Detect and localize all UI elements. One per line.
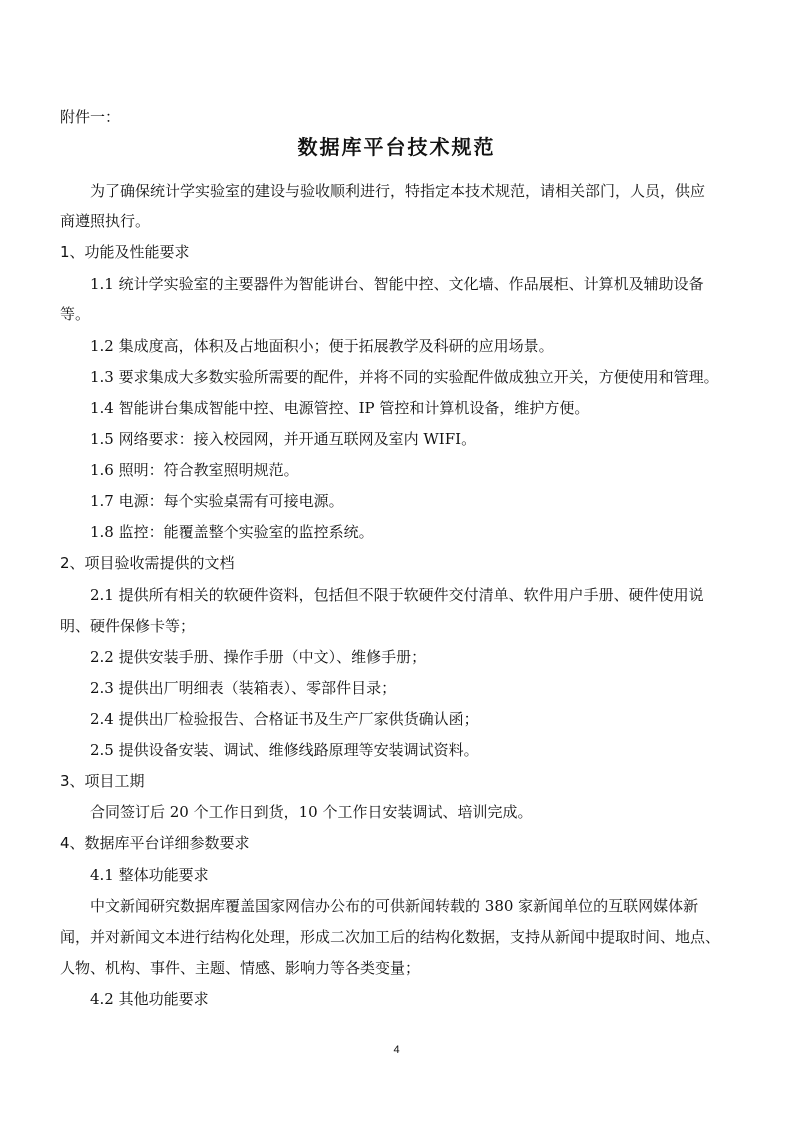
item-2-2: 2.2 提供安装手册、操作手册（中文）、维修手册； — [90, 648, 427, 666]
section-3-heading: 3、项目工期 — [60, 772, 145, 790]
item-2-3: 2.3 提供出厂明细表（装箱表）、零部件目录； — [90, 679, 397, 697]
attachment-label: 附件一： — [60, 108, 121, 126]
intro-line-2: 商遵照执行。 — [60, 212, 151, 230]
item-4-2: 4.2 其他功能要求 — [90, 990, 209, 1008]
item-4-1: 4.1 整体功能要求 — [90, 866, 209, 884]
section-4-para-line-3: 人物、机构、事件、主题、情感、影响力等各类变量； — [60, 959, 421, 977]
item-2-4: 2.4 提供出厂检验报告、合格证书及生产厂家供货确认函； — [90, 710, 479, 728]
item-1-3: 1.3 要求集成大多数实验所需要的配件，并将不同的实验配件做成独立开关，方便使用和管理。 — [90, 368, 719, 386]
section-1-heading: 1、功能及性能要求 — [60, 243, 190, 261]
item-1-1-line-1: 1.1 统计学实验室的主要器件为智能讲台、智能中控、文化墙、作品展柜、计算机及辅助设备 — [90, 275, 704, 293]
section-4-para-line-2: 闻，并对新闻文本进行结构化处理，形成二次加工后的结构化数据，支持从新闻中提取时间、地点、 — [60, 928, 721, 946]
section-3-body: 合同签订后 20 个工作日到货，10 个工作日安装调试、培训完成。 — [90, 803, 533, 821]
item-1-5: 1.5 网络要求：接入校园网，并开通互联网及室内 WIFI。 — [90, 430, 477, 448]
item-1-4: 1.4 智能讲台集成智能中控、电源管控、IP 管控和计算机设备，维护方便。 — [90, 399, 590, 417]
intro-line-1: 为了确保统计学实验室的建设与验收顺利进行，特指定本技术规范，请相关部门，人员，供应 — [90, 182, 706, 200]
item-1-8: 1.8 监控：能覆盖整个实验室的监控系统。 — [90, 523, 374, 541]
item-2-1-line-2: 明、硬件保修卡等； — [60, 617, 196, 635]
section-4-heading: 4、数据库平台详细参数要求 — [60, 834, 250, 852]
item-1-7: 1.7 电源：每个实验桌需有可接电源。 — [90, 492, 344, 510]
page-title: 数据库平台技术规范 — [297, 135, 496, 159]
page-number: 4 — [393, 1044, 400, 1056]
item-2-5: 2.5 提供设备安装、调试、维修线路原理等安装调试资料。 — [90, 741, 479, 759]
item-1-6: 1.6 照明：符合教室照明规范。 — [90, 461, 299, 479]
item-2-1-line-1: 2.1 提供所有相关的软硬件资料，包括但不限于软硬件交付清单、软件用户手册、硬件使用说 — [90, 586, 704, 604]
section-2-heading: 2、项目验收需提供的文档 — [60, 554, 235, 572]
section-4-para-line-1: 中文新闻研究数据库覆盖国家网信办公布的可供新闻转载的 380 家新闻单位的互联网媒体新 — [90, 897, 699, 915]
item-1-1-line-2: 等。 — [60, 305, 91, 323]
item-1-2: 1.2 集成度高，体积及占地面积小；便于拓展教学及科研的应用场景。 — [90, 337, 554, 355]
